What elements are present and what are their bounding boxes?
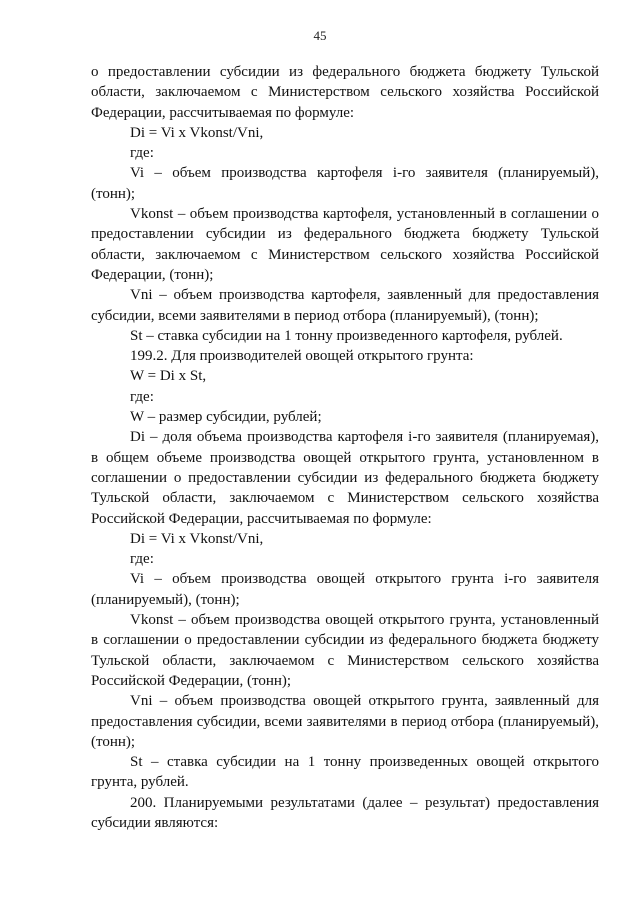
paragraph: Di = Vi x Vkonst/Vni, [130, 124, 264, 141]
paragraph: Vni – объем производства овощей открытого грунта, заявленный для предоставления субсидии, всеми заявителями в период отбора (планируемый), (тонн); [91, 693, 599, 750]
paragraph: Vi – объем производства овощей открытого грунта i-го заявителя (планируемый), (тонн); [91, 571, 599, 608]
page-number: 45 [313, 28, 327, 43]
paragraph: St – ставка субсидии на 1 тонну произведенных овощей открытого грунта, рублей. [91, 754, 599, 791]
document-body [91, 62, 599, 833]
paragraph: Di – доля объема производства картофеля i-го заявителя (планируемая), в общем объеме производства овощей открытого грунта, установленном в соглашении о предоставлении субсидии из федерального бюджета бюджету Тульской области, заключаемом с Министерством сельского хозяйства Российской Федерации, рассчитываемая по формуле: [91, 429, 599, 527]
paragraph: W – размер субсидии, рублей; [130, 409, 322, 426]
paragraph: W = Di x St, [130, 368, 207, 385]
paragraph: St – ставка субсидии на 1 тонну произведенного картофеля, рублей. [130, 327, 563, 344]
paragraph: 199.2. Для производителей овощей открытого грунта: [130, 348, 474, 365]
paragraph: где: [130, 551, 154, 568]
paragraph: Vi – объем производства картофеля i-го заявителя (планируемый), (тонн); [91, 165, 599, 202]
paragraph: где: [130, 388, 154, 405]
paragraph: 200. Планируемыми результатами (далее – результат) предоставления субсидии являются: [91, 794, 599, 831]
paragraph: где: [130, 145, 154, 162]
paragraph: Vni – объем производства картофеля, заявленный для предоставления субсидии, всеми заявителями в период отбора (планируемый), (тонн); [91, 287, 599, 324]
paragraph: о предоставлении субсидии из федерального бюджета бюджету Тульской области, заключаемом с Министерством сельского хозяйства Российской Федерации, рассчитываемая по формуле: [91, 64, 599, 121]
paragraph: Vkonst – объем производства картофеля, установленный в соглашении о предоставлении субсидии из федерального бюджета бюджету Тульской области, заключаемом с Министерством сельского хозяйства Российской Федерации, (тонн); [91, 206, 599, 283]
paragraph: Vkonst – объем производства овощей открытого грунта, установленный в соглашении о предоставлении субсидии из федерального бюджета бюджету Тульской области, заключаемом с Министерством сельского хозяйства Российской Федерации, (тонн); [91, 612, 599, 689]
paragraph: Di = Vi x Vkonst/Vni, [130, 530, 264, 547]
